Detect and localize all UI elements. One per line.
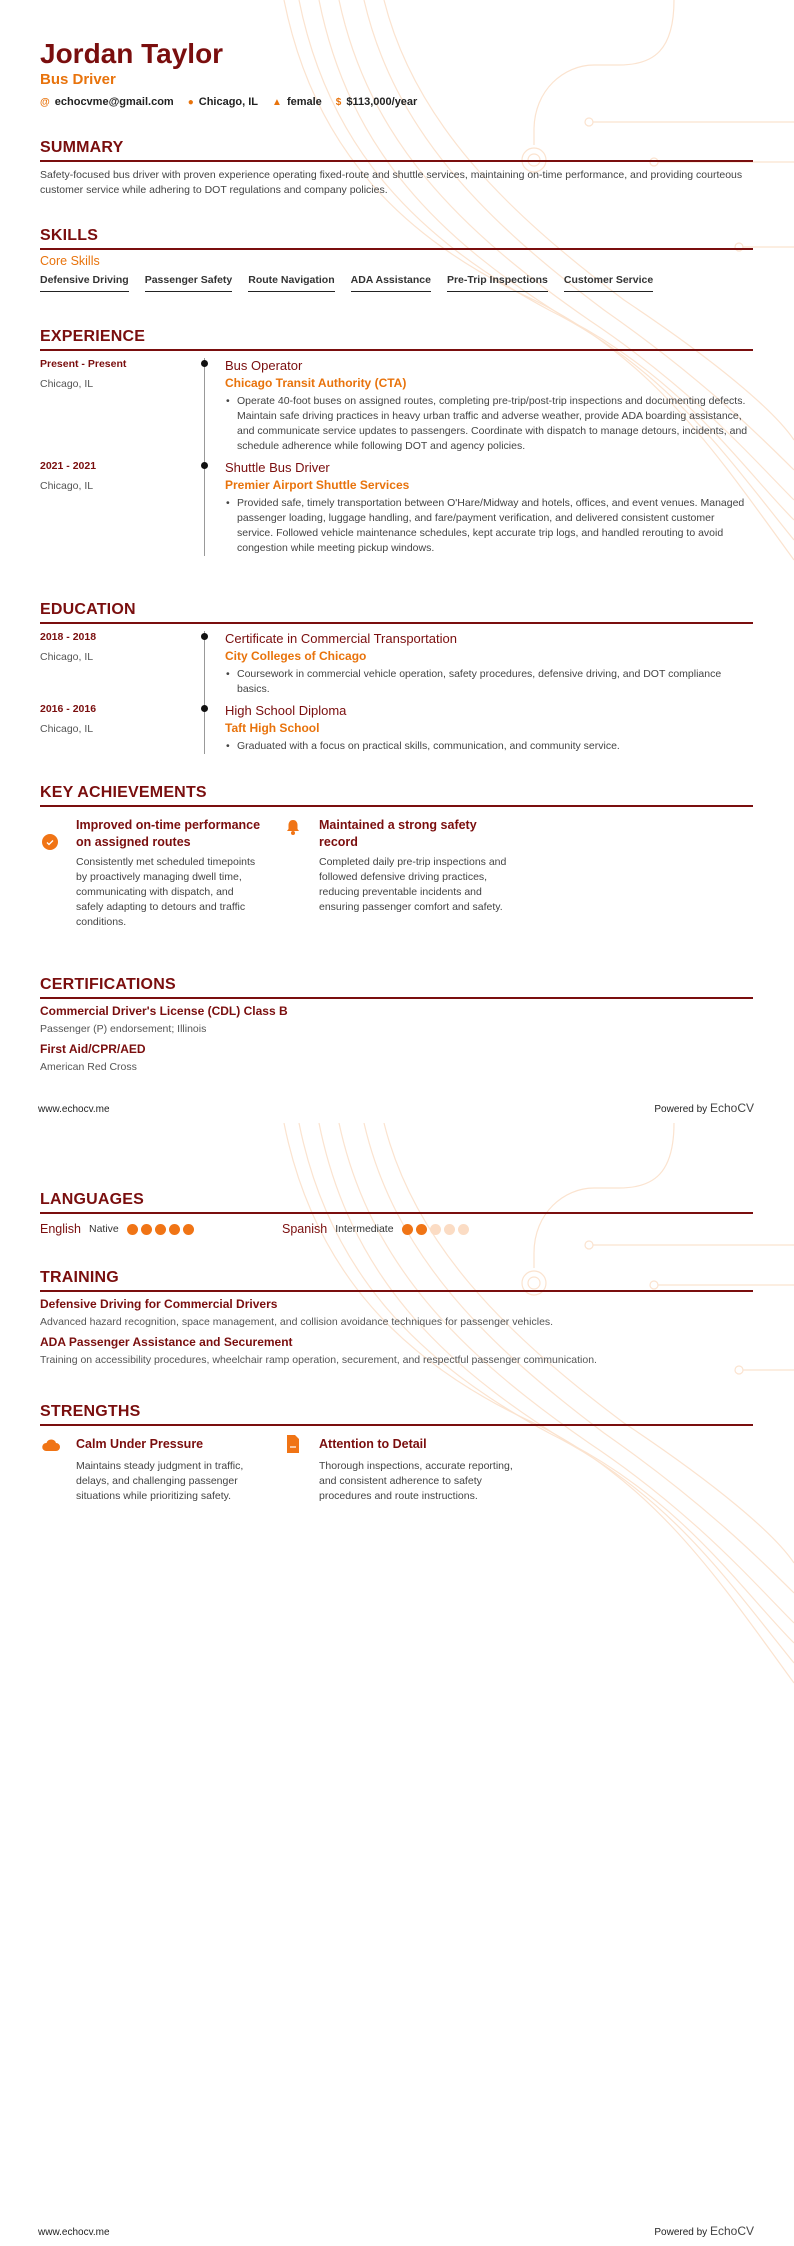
section-heading: EDUCATION (40, 601, 136, 618)
check-circle-icon (42, 834, 58, 850)
entry-organization: Taft High School (225, 721, 320, 735)
entry-bullet: • Coursework in commercial vehicle operation, safety procedures, defensive driving, and DOT compliance basics. (225, 667, 753, 697)
strength-title: Calm Under Pressure (76, 1437, 204, 1451)
languages-section (40, 1190, 753, 1236)
skills-section (40, 226, 753, 292)
person-icon: ▲ (272, 97, 282, 108)
language-rating (127, 1224, 194, 1235)
achievement-description: Completed daily pre-trip inspections and followed defensive driving practices, reducing preventable incidents and ensuring passenger comfort and safety. (319, 856, 507, 913)
entry-dates: 2018 - 2018 (40, 631, 97, 643)
language-level: Intermediate (335, 1223, 394, 1235)
entry-location: Chicago, IL (40, 480, 94, 492)
skill-tag: Defensive Driving (40, 274, 129, 292)
entry-title: Bus Operator (225, 358, 303, 373)
achievement-title: Maintained a strong safety record (319, 818, 477, 849)
education-section (40, 600, 753, 754)
footer-website-link[interactable]: www.echocv.me (38, 1104, 110, 1115)
rating-dot-filled (141, 1224, 152, 1235)
skill-tag: Pre-Trip Inspections (447, 274, 548, 292)
job-title: Bus Driver (40, 71, 116, 88)
section-divider (40, 349, 753, 351)
strength-description: Thorough inspections, accurate reporting, and consistent adherence to safety procedures and route instructions. (319, 1460, 513, 1502)
entry-organization: Premier Airport Shuttle Services (225, 478, 410, 492)
echocv-logo: EchoCV (709, 2224, 754, 2238)
training-description: Advanced hazard recognition, space management, and collision avoidance techniques for passenger vehicles. (40, 1316, 554, 1328)
skill-tag: Customer Service (564, 274, 653, 292)
timeline-dot (201, 360, 208, 367)
training-description: Training on accessibility procedures, wheelchair ramp operation, securement, and respectful passenger communication. (40, 1354, 597, 1366)
education-entry (40, 631, 753, 703)
section-divider (40, 805, 753, 807)
section-heading: CERTIFICATIONS (40, 976, 176, 993)
cloud-icon (42, 1436, 58, 1452)
timeline-dot (201, 705, 208, 712)
entry-location: Chicago, IL (40, 651, 94, 663)
training-section (40, 1268, 753, 1373)
achievements-section (40, 783, 753, 963)
experience-entry (40, 460, 753, 556)
rating-dot-empty (430, 1224, 441, 1235)
rating-dot-filled (402, 1224, 413, 1235)
language-item (282, 1222, 469, 1236)
section-divider (40, 1212, 753, 1214)
rating-dot-filled (183, 1224, 194, 1235)
echocv-logo: EchoCV (709, 1101, 754, 1115)
skill-tag: Passenger Safety (145, 274, 233, 292)
entry-location: Chicago, IL (40, 378, 94, 390)
achievement-item (319, 817, 514, 915)
entry-title: High School Diploma (225, 703, 347, 718)
at-icon: @ (40, 97, 50, 108)
certification-issuer: American Red Cross (40, 1061, 137, 1073)
location-pin-icon: ● (187, 97, 194, 108)
summary-text: Safety-focused bus driver with proven experience operating fixed-route and shuttle services, maintaining on-time performance, and providing courteous customer service while adhering to DOT regulations and company policies. (40, 169, 743, 196)
contact-location: ● Chicago, IL (187, 96, 259, 108)
timeline-line (204, 460, 225, 556)
section-divider (40, 997, 753, 999)
entry-organization: City Colleges of Chicago (225, 649, 367, 663)
section-heading: EXPERIENCE (40, 328, 146, 345)
strengths-section (40, 1402, 753, 1542)
contact-gender: ▲ female (272, 96, 322, 108)
candidate-name: Jordan Taylor (40, 38, 224, 69)
strength-description: Maintains steady judgment in traffic, delays, and challenging passenger situations while prioritizing safety. (76, 1460, 244, 1502)
section-divider (40, 622, 753, 624)
section-divider (40, 248, 753, 250)
contact-email[interactable]: @ echocvme@gmail.com (40, 96, 174, 108)
contact-salary: $ $113,000/year (335, 96, 418, 108)
timeline-line (204, 358, 225, 460)
timeline-line (204, 703, 225, 754)
entry-title: Shuttle Bus Driver (225, 460, 330, 475)
skills-group-title: Core Skills (40, 254, 100, 268)
language-name: English (40, 1222, 81, 1236)
skills-list (40, 274, 753, 292)
achievement-description: Consistently met scheduled timepoints by proactively managing dwell time, communicating with dispatch, and safely adapting to detours and traffic conditions. (76, 856, 256, 928)
document-icon (285, 1434, 301, 1450)
rating-dot-empty (444, 1224, 455, 1235)
entry-title: Certificate in Commercial Transportation (225, 631, 457, 646)
section-heading: LANGUAGES (40, 1191, 145, 1208)
resume-page-2 (0, 1123, 794, 2246)
rating-dot-filled (169, 1224, 180, 1235)
skill-tag: Route Navigation (248, 274, 334, 292)
entry-dates: 2021 - 2021 (40, 460, 97, 472)
resume-header (40, 38, 417, 108)
timeline-line (204, 631, 225, 703)
entry-bullet: • Operate 40-foot buses on assigned routes, completing pre-trip/post-trip inspections and documenting defects. Maintain safe driving practices in heavy urban traffic and adverse weather, provide ADA boarding assistance, and communicate service updates to passengers. Coordinate with dispatch to manage detours, incidents, and schedule adherence while following DOT and agency policies. (225, 394, 753, 454)
experience-section (40, 327, 753, 556)
training-title: ADA Passenger Assistance and Securement (40, 1335, 293, 1349)
contact-info (40, 96, 417, 108)
entry-location: Chicago, IL (40, 723, 94, 735)
timeline-dot (201, 462, 208, 469)
certification-title: First Aid/CPR/AED (40, 1042, 146, 1056)
section-heading: STRENGTHS (40, 1403, 141, 1420)
rating-dot-filled (155, 1224, 166, 1235)
entry-bullet: • Provided safe, timely transportation between O'Hare/Midway and hotels, offices, and event venues. Managed passenger loading, luggage handling, and fare/payment verification, and delivered consistent customer service. Followed vehicle maintenance schedules, kept accurate trip logs, and handled rerouting to avoid congestion while meeting pickup windows. (225, 496, 753, 556)
section-heading: KEY ACHIEVEMENTS (40, 784, 207, 801)
language-item (40, 1222, 194, 1236)
section-heading: TRAINING (40, 1269, 119, 1286)
entry-dates: 2016 - 2016 (40, 703, 97, 715)
section-heading: SUMMARY (40, 139, 124, 156)
section-divider (40, 1424, 753, 1426)
timeline-dot (201, 633, 208, 640)
education-entry (40, 703, 753, 754)
rating-dot-filled (416, 1224, 427, 1235)
section-divider (40, 1290, 753, 1292)
training-title: Defensive Driving for Commercial Drivers (40, 1297, 278, 1311)
entry-organization: Chicago Transit Authority (CTA) (225, 376, 407, 390)
rating-dot-empty (458, 1224, 469, 1235)
language-level: Native (89, 1223, 119, 1235)
language-name: Spanish (282, 1222, 328, 1236)
experience-entry (40, 358, 753, 460)
strength-item (76, 1436, 261, 1504)
rating-dot-filled (127, 1224, 138, 1235)
footer-website-link[interactable]: www.echocv.me (38, 2227, 110, 2238)
entry-dates: Present - Present (40, 358, 127, 370)
language-rating (402, 1224, 469, 1235)
achievement-item (76, 817, 261, 930)
entry-bullet: • Graduated with a focus on practical skills, communication, and community service. (225, 739, 753, 754)
achievement-title: Improved on-time performance on assigned routes (76, 818, 261, 849)
certifications-section (40, 975, 753, 1080)
summary-section (40, 138, 753, 198)
certification-issuer: Passenger (P) endorsement; Illinois (40, 1023, 207, 1035)
footer-powered-by: Powered by EchoCV (654, 2224, 754, 2238)
certification-title: Commercial Driver's License (CDL) Class B (40, 1004, 288, 1018)
strength-item (319, 1436, 514, 1504)
bell-icon (285, 818, 301, 834)
section-divider (40, 160, 753, 162)
footer-powered-by: Powered by EchoCV (654, 1101, 754, 1115)
skill-tag: ADA Assistance (351, 274, 431, 292)
strength-title: Attention to Detail (319, 1437, 427, 1451)
section-heading: SKILLS (40, 227, 99, 244)
dollar-coin-icon: $ (335, 97, 342, 108)
